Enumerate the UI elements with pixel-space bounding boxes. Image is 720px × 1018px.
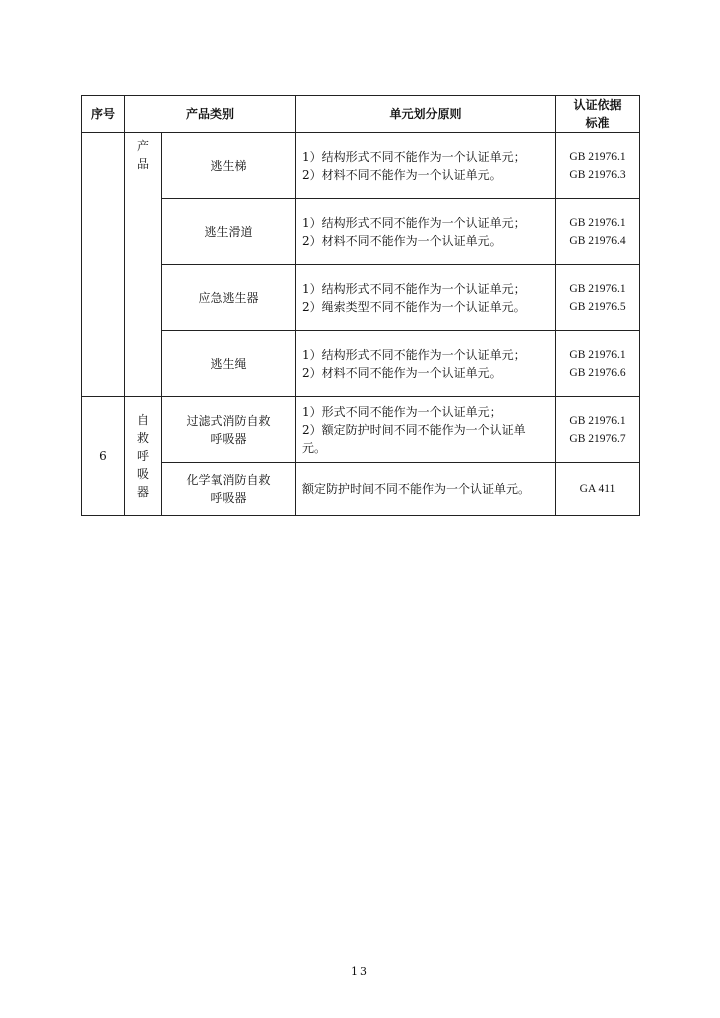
- product-name: 逃生滑道: [162, 199, 296, 265]
- principle-cell: 1）结构形式不同不能作为一个认证单元； 2）材料不同不能作为一个认证单元。: [296, 199, 556, 265]
- product-name: 过滤式消防自救 呼吸器: [162, 397, 296, 463]
- category-cell: 产 品: [125, 133, 162, 397]
- category-cell: 自 救 呼 吸 器: [125, 397, 162, 516]
- product-name: 逃生绳: [162, 331, 296, 397]
- principle-cell: 1）形式不同不能作为一个认证单元； 2）额定防护时间不同不能作为一个认证单 元。: [296, 397, 556, 463]
- header-category: 产品类别: [125, 96, 296, 133]
- table-row: [82, 133, 640, 199]
- seq-cell: 6: [82, 397, 125, 516]
- principle-cell: 1）结构形式不同不能作为一个认证单元； 2）绳索类型不同不能作为一个认证单元。: [296, 265, 556, 331]
- table-row: [82, 265, 640, 331]
- principle-cell: 1）结构形式不同不能作为一个认证单元； 2）材料不同不能作为一个认证单元。: [296, 331, 556, 397]
- header-standard: 认证依据 标准: [556, 96, 640, 133]
- table-row: [82, 331, 640, 397]
- certification-unit-table: [81, 95, 640, 516]
- standard-cell: GB 21976.1 GB 21976.6: [556, 331, 640, 397]
- table-header-row: [82, 96, 640, 133]
- product-name: 应急逃生器: [162, 265, 296, 331]
- standard-cell: GB 21976.1 GB 21976.7: [556, 397, 640, 463]
- product-name: 逃生梯: [162, 133, 296, 199]
- table-row: [82, 199, 640, 265]
- principle-cell: 额定防护时间不同不能作为一个认证单元。: [296, 463, 556, 516]
- page-number: 13: [351, 965, 369, 978]
- seq-cell: [82, 133, 125, 397]
- principle-cell: 1）结构形式不同不能作为一个认证单元； 2）材料不同不能作为一个认证单元。: [296, 133, 556, 199]
- standard-cell: GB 21976.1 GB 21976.3: [556, 133, 640, 199]
- header-principle: 单元划分原则: [296, 96, 556, 133]
- standard-cell: GB 21976.1 GB 21976.5: [556, 265, 640, 331]
- product-name: 化学氧消防自救 呼吸器: [162, 463, 296, 516]
- standard-cell: GA 411: [556, 463, 640, 516]
- standard-cell: GB 21976.1 GB 21976.4: [556, 199, 640, 265]
- table-row: [82, 397, 640, 463]
- table-row: [82, 463, 640, 516]
- header-seq: 序号: [82, 96, 125, 133]
